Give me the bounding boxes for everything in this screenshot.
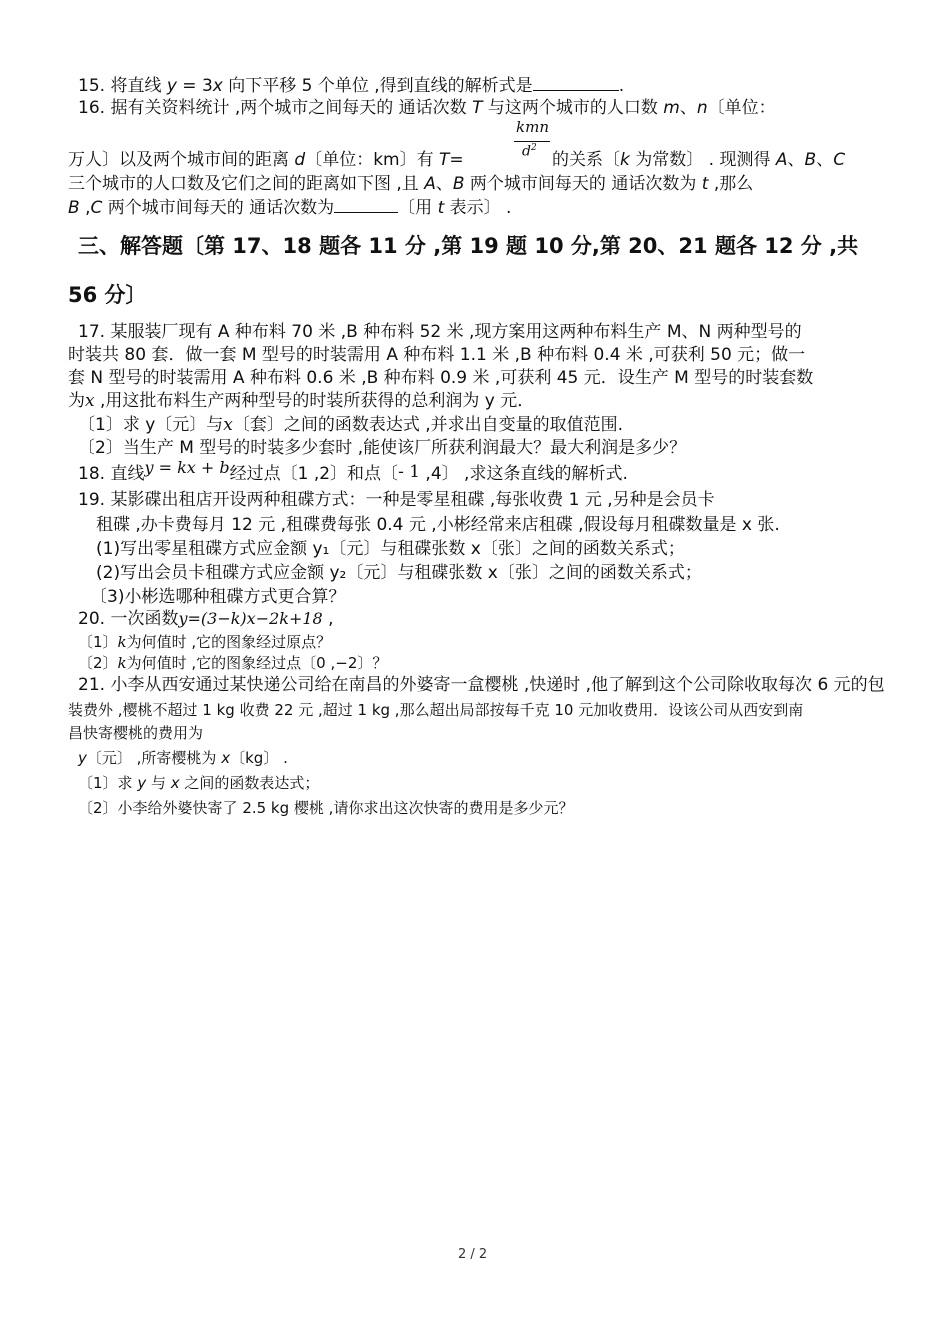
q16-text: 为常数〕 . 现测得 (629, 150, 776, 170)
q18-text: 经过点〔1 ,2〕和点〔 (229, 464, 399, 484)
q16-var-A: A (424, 174, 436, 194)
q20-text: 〔1〕 (78, 633, 118, 651)
q16-den-d: d (522, 143, 531, 160)
q15-expr: = 3 (176, 76, 213, 96)
question-17-line-3: 套 N 型号的时装需用 A 种布料 0.6 米 ,B 种布料 0.9 米 ,可获利 45 元．设生产 M 型号的时装套数 (68, 368, 814, 388)
q16-text: 两个城市间每天的 通话次数为 (102, 198, 335, 218)
q20-text: , (322, 609, 334, 629)
q21-text: 〔元〕 ,所寄樱桃为 (86, 749, 222, 767)
q16-text: 的关系〔 (552, 150, 620, 170)
q15-end: . (618, 76, 625, 96)
question-21-sub-1 (78, 773, 319, 793)
q16-text: 与这两个城市的人口数 (482, 98, 664, 118)
q21-text: 〔kg〕 . (230, 749, 288, 767)
q16-var-T: T (472, 98, 483, 118)
question-17-line-2: 时装共 80 套．做一套 M 型号的时装需用 A 种布料 1.1 米 ,B 种布料 0.4 米 ,可获利 50 元；做一 (68, 345, 806, 365)
question-18 (78, 458, 628, 485)
question-20-sub-2 (78, 653, 387, 673)
q20-var-k: k (117, 654, 127, 672)
q18-text: 18. 直线 (78, 464, 145, 484)
q16-sep: 、 (787, 150, 805, 170)
question-19-line-2: 租碟 ,办卡费每月 12 元 ,租碟费每张 0.4 元 ,小彬经常来店租碟 ,假设每月租碟数量是 x 张. (96, 515, 780, 535)
q18-expr: y = kx + b (144, 458, 230, 477)
q20-var-k: k (117, 633, 127, 651)
q15-answer-blank (533, 74, 619, 91)
q20-expr: y=(3−k)x−2k+18 (178, 609, 323, 628)
question-21-line-3: 昌快寄樱桃的费用为 (68, 724, 204, 742)
q21-text: 之间的函数表达式； (179, 774, 320, 792)
q16-text: , (79, 198, 91, 218)
q17-var-x: x (223, 415, 233, 435)
q16-var-C: C (90, 198, 103, 218)
question-17-line-1: 17. 某服装厂现有 A 种布料 70 米 ,B 种布料 52 米 ,现方案用这两种布料生产 M、N 两种型号的 (78, 322, 802, 342)
q17-text: 为 (68, 391, 85, 411)
question-21-line-2: 装费外 ,樱桃不超过 1 kg 收费 22 元 ,超过 1 kg ,那么超出局部按每千克 10 元加收费用．设该公司从西安到南 (68, 701, 804, 719)
q16-var-A: A (775, 150, 788, 170)
question-16-line-3 (68, 173, 753, 195)
question-19-sub-1: (1)写出零星租碟方式应金额 y₁〔元〕与租碟张数 x〔张〕之间的函数关系式； (96, 539, 685, 559)
q16-text: 〔单位： (707, 98, 776, 118)
q16-text: 〔单位：km〕有 (305, 150, 440, 170)
question-17-sub-1 (78, 414, 623, 436)
question-21-line-4 (78, 748, 288, 768)
q16-var-n: n (696, 98, 708, 118)
q15-var-x: x (212, 76, 223, 96)
question-20-sub-1 (78, 632, 331, 652)
q21-var-x: x (170, 774, 180, 792)
q18-neg: - 1 (398, 462, 421, 482)
q15-text: 15. 将直线 (78, 76, 167, 96)
q21-var-x: x (221, 749, 231, 767)
question-19-line-1: 19. 某影碟出租店开设两种租碟方式：一种是零星租碟 ,每张收费 1 元 ,另种是会员卡 (78, 490, 715, 510)
q16-den-exp: 2 (530, 143, 537, 153)
q16-fraction-numerator: kmn (516, 118, 549, 136)
question-16-line-2 (68, 149, 464, 171)
q16-var-B: B (804, 150, 817, 170)
question-16-line-2b (552, 149, 845, 171)
q16-var-m: m (663, 98, 680, 118)
q20-text: 〔2〕 (78, 654, 118, 672)
question-17-sub-2: 〔2〕当生产 M 型号的时装多少套时 ,能使该厂所获利润最大？最大利润是多少？ (78, 438, 687, 458)
q21-text: 21. 小李从西安通过某快递公司给在南昌的外婆寄一盒樱桃 ,快递时 ,他了解到这个公司除收取每次 6 元的包 (78, 675, 885, 695)
q16-text: 〔用 (398, 198, 438, 218)
question-16-line-4 (68, 196, 511, 219)
q20-text: 20. 一次函数 (78, 609, 179, 629)
q15-var-y: y (166, 76, 177, 96)
q16-var-k: k (620, 150, 630, 170)
q16-sep: 、 (679, 98, 697, 118)
q16-var-B: B (452, 174, 465, 194)
q16-answer-blank (334, 196, 398, 213)
section-3-heading-cont: 56 分〕 (68, 283, 147, 307)
q16-fraction-bar (514, 141, 550, 142)
question-20 (78, 608, 334, 630)
q21-var-y: y (78, 749, 87, 767)
question-16-line-1 (78, 97, 776, 119)
section-3-heading: 三、解答题〔第 17、18 题各 11 分 ,第 19 题 10 分,第 20、21 题各 12 分 ,共 (78, 234, 859, 258)
q17-text: ,用这批布料生产两种型号的时装所获得的总利润为 y 元． (94, 391, 535, 411)
q17-var-x: x (85, 391, 95, 411)
question-19-sub-2: (2)写出会员卡租碟方式应金额 y₂〔元〕与租碟张数 x〔张〕之间的函数关系式； (96, 563, 702, 583)
q16-text: 两个城市间每天的 通话次数为 (464, 174, 702, 194)
q16-var-t: t (701, 174, 709, 194)
q16-fraction-denominator (522, 143, 537, 160)
q16-eq: = (449, 150, 464, 170)
q21-var-y: y (137, 774, 147, 792)
q16-var-T: T (439, 150, 450, 170)
q17-text: 〔1〕求 y〔元〕与 (78, 415, 224, 435)
question-19-sub-3: 〔3)小彬选哪种租碟方式更合算？ (90, 587, 346, 607)
q16-sep: 、 (435, 174, 453, 194)
q16-sep: 、 (816, 150, 834, 170)
q15-text-post: 向下平移 5 个单位 ,得到直线的解析式是 (222, 76, 533, 96)
q16-text: 万人〕以及两个城市间的距离 (68, 150, 295, 170)
question-15 (78, 74, 624, 97)
page-number: 2 / 2 (458, 1247, 488, 1262)
q16-text: 三个城市的人口数及它们之间的距离如下图 ,且 (68, 174, 425, 194)
q17-text: 〔套〕之间的函数表达式 ,并求出自变量的取值范围. (232, 415, 624, 435)
q16-var-d: d (294, 150, 306, 170)
q16-var-C: C (833, 150, 846, 170)
q20-text: 为何值时 ,它的图象经过点〔0 ,−2〕？ (126, 654, 388, 672)
question-21-sub-2: 〔2〕小李给外婆快寄了 2.5 kg 樱桃 ,请你求出这次快寄的费用是多少元？ (78, 799, 574, 817)
q16-text: 16. 据有关资料统计 ,两个城市之间每天的 通话次数 (78, 98, 473, 118)
question-17-line-4 (68, 390, 534, 412)
q21-text: 〔1〕求 (78, 774, 138, 792)
q20-text: 为何值时 ,它的图象经过原点？ (126, 633, 332, 651)
q16-text: ,那么 (708, 174, 754, 194)
q18-text: ,4〕 ,求这条直线的解析式. (420, 464, 628, 484)
q21-text: 与 (146, 774, 171, 792)
q16-text: 表示〕 . (444, 198, 512, 218)
question-21-line-1 (78, 675, 885, 695)
q16-var-t: t (437, 198, 445, 218)
q16-var-B: B (68, 198, 80, 218)
